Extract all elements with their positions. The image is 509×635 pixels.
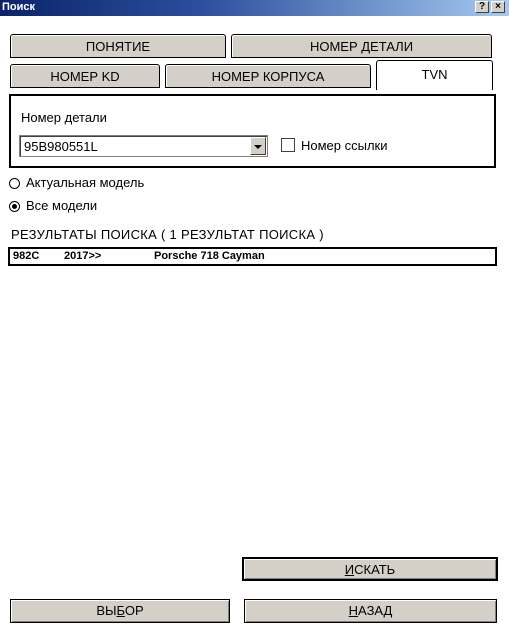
part-number-combobox[interactable] — [19, 135, 268, 157]
part-number-value: 95B980551L — [24, 139, 98, 154]
select-label-post: ОР — [124, 603, 144, 618]
back-label-mnemonic: Н — [348, 603, 359, 618]
title-bar — [0, 0, 509, 16]
result-model: Porsche 718 Cayman — [154, 250, 265, 262]
search-label-mnemonic: И — [344, 562, 355, 577]
chevron-down-icon[interactable] — [250, 137, 266, 155]
select-label-pre: ВЫ — [96, 603, 117, 618]
search-label-post: СКАТЬ — [354, 562, 396, 577]
current-model-label: Актуальная модель — [26, 175, 145, 190]
all-models-radio[interactable] — [9, 201, 20, 212]
select-button[interactable] — [10, 599, 230, 623]
select-label-mnemonic: Б — [116, 603, 125, 618]
result-year: 2017>> — [64, 250, 102, 262]
reference-number-checkbox[interactable] — [281, 138, 295, 152]
results-list — [8, 247, 497, 266]
list-item[interactable] — [10, 250, 495, 265]
result-code: 982C — [13, 250, 40, 262]
window-title: Поиск — [2, 1, 36, 13]
tab-kd-number[interactable]: НОМЕР KD — [10, 64, 160, 88]
part-number-panel — [9, 94, 496, 168]
tab-concept[interactable]: ПОНЯТИЕ — [10, 34, 226, 58]
part-number-label: Номер детали — [21, 110, 107, 125]
reference-number-label: Номер ссылки — [301, 138, 388, 153]
search-button[interactable] — [242, 557, 498, 581]
tab-part-number[interactable]: НОМЕР ДЕТАЛИ — [231, 34, 492, 58]
current-model-radio[interactable] — [9, 178, 20, 189]
all-models-label: Все модели — [26, 198, 98, 213]
tab-tvn[interactable]: TVN — [376, 60, 493, 90]
results-title: РЕЗУЛЬТАТЫ ПОИСКА ( 1 РЕЗУЛЬТАТ ПОИСКА ) — [11, 227, 324, 242]
help-button[interactable]: ? — [475, 1, 489, 13]
back-button[interactable] — [244, 599, 497, 623]
back-label-post: АЗАД — [358, 603, 393, 618]
tab-body-number[interactable]: НОМЕР КОРПУСА — [165, 64, 371, 88]
close-button[interactable]: × — [491, 1, 505, 13]
